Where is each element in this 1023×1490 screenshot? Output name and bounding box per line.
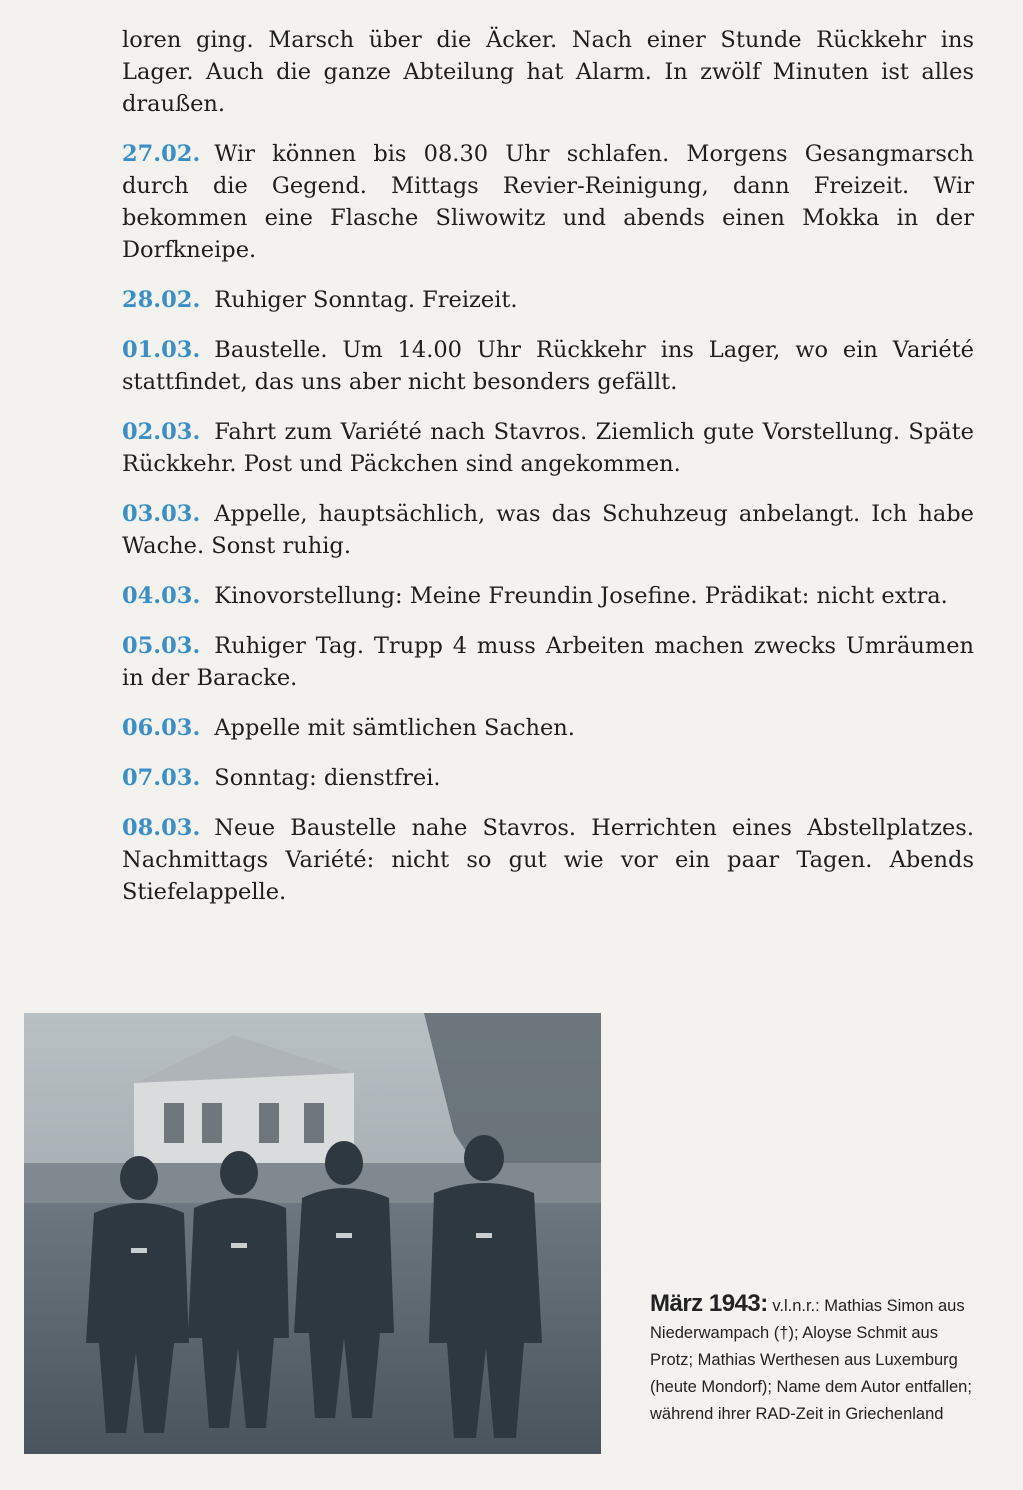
entry-text: Sonntag: dienstfrei. <box>214 765 441 791</box>
entry-date: 04.03. <box>122 583 201 609</box>
entry-date: 08.03. <box>122 815 201 841</box>
diary-entry <box>122 24 974 120</box>
entry-text: Kinovorstellung: Meine Freundin Josefine. Prädikat: nicht extra. <box>214 583 948 609</box>
diary-entry <box>122 630 974 694</box>
diary-entry <box>122 138 974 266</box>
diary-entry <box>122 334 974 398</box>
diary-entry <box>122 580 974 612</box>
entry-text: Neue Baustelle nahe Stavros. Herrichten eines Abstellplatzes. Nachmittags Variété: nicht so gut wie vor ein paar Tagen. Abends Stiefelappelle. <box>122 815 974 905</box>
diary-entry <box>122 416 974 480</box>
caption-text: v.l.n.r.: Mathias Simon aus Niederwampach (†); Aloyse Schmit aus Protz; Mathias Werthesen aus Luxemburg (heute Mondorf); Name dem Autor entfallen; während ihrer RAD-Zeit in Griechenland <box>650 1297 972 1423</box>
diary-entry <box>122 712 974 744</box>
entry-date: 03.03. <box>122 501 201 527</box>
entry-text: loren ging. Marsch über die Äcker. Nach einer Stunde Rückkehr ins Lager. Auch die ganze Abteilung hat Alarm. In zwölf Minuten ist alles draußen. <box>122 27 974 117</box>
entry-text: Ruhiger Tag. Trupp 4 muss Arbeiten machen zwecks Umräumen in der Baracke. <box>122 633 974 691</box>
diary-entry <box>122 498 974 562</box>
entry-text: Baustelle. Um 14.00 Uhr Rückkehr ins Lager, wo ein Variété stattfindet, das uns aber nicht besonders gefällt. <box>122 337 974 395</box>
photo-caption <box>650 1290 980 1428</box>
diary-text-column <box>122 24 974 926</box>
entry-date: 02.03. <box>122 419 201 445</box>
diary-entry <box>122 762 974 794</box>
entry-date: 27.02. <box>122 141 201 167</box>
entry-date: 05.03. <box>122 633 201 659</box>
entry-text: Fahrt zum Variété nach Stavros. Ziemlich gute Vorstellung. Späte Rückkehr. Post und Päckchen sind angekommen. <box>122 419 974 477</box>
caption-title: März 1943: <box>650 1290 768 1317</box>
entry-date: 07.03. <box>122 765 201 791</box>
diary-entry <box>122 812 974 908</box>
entry-date: 01.03. <box>122 337 201 363</box>
historical-photo <box>24 1013 601 1454</box>
diary-entry <box>122 284 974 316</box>
entry-date: 06.03. <box>122 715 201 741</box>
entry-text: Appelle, hauptsächlich, was das Schuhzeug anbelangt. Ich habe Wache. Sonst ruhig. <box>122 501 974 559</box>
entry-date: 28.02. <box>122 287 201 313</box>
entry-text: Appelle mit sämtlichen Sachen. <box>214 715 575 741</box>
entry-text: Wir können bis 08.30 Uhr schlafen. Morgens Gesangmarsch durch die Gegend. Mittags Revier-Reinigung, dann Freizeit. Wir bekommen eine Flasche Sliwowitz und abends einen Mokka in der Dorfkneipe. <box>122 141 974 263</box>
photo-illustration <box>24 1013 601 1454</box>
entry-text: Ruhiger Sonntag. Freizeit. <box>214 287 518 313</box>
